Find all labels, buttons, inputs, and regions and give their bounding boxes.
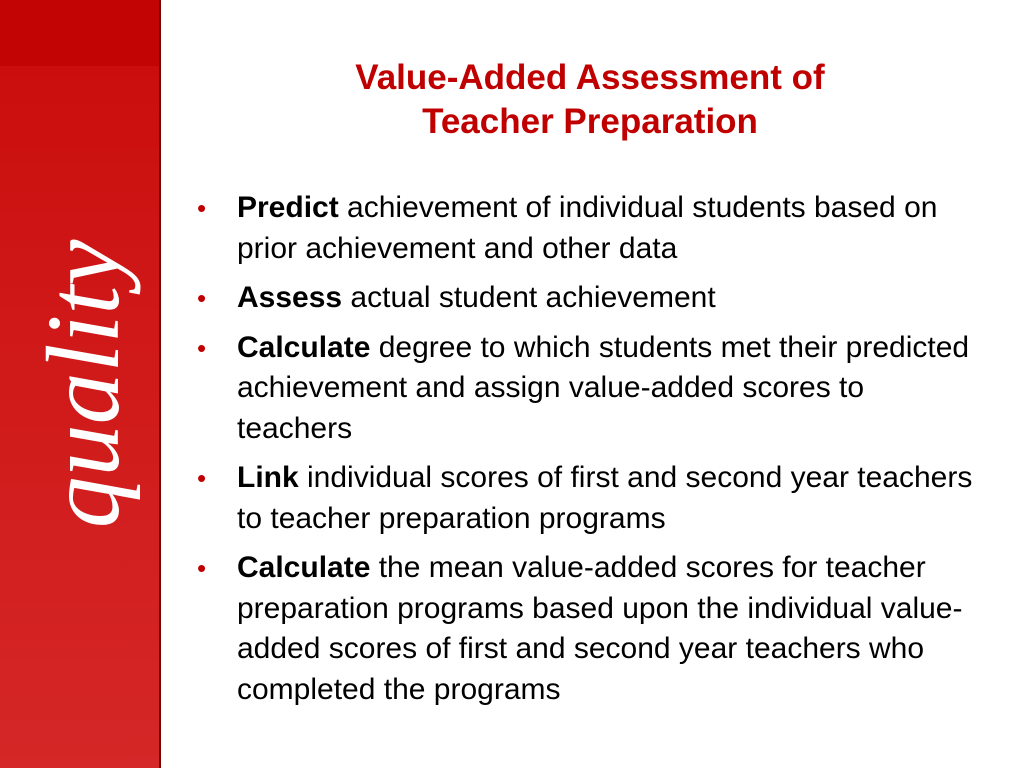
bullet-item-calculate-mean xyxy=(197,548,987,710)
slide-title-line-1: Value-Added Assessment of xyxy=(355,58,825,97)
bullet-item-calculate-degree xyxy=(197,328,987,450)
bullet-lead: Link xyxy=(237,461,299,494)
bullet-dot-icon: • xyxy=(197,193,207,223)
bullet-lead: Predict xyxy=(237,191,339,224)
bullet-lead: Assess xyxy=(237,281,343,314)
bullet-dot-icon: • xyxy=(197,332,207,363)
slide-title xyxy=(165,56,1015,144)
bullet-item-link xyxy=(197,458,987,539)
sidebar-band xyxy=(0,0,161,768)
bullet-dot-icon: • xyxy=(197,463,207,493)
bullet-item-assess xyxy=(197,278,987,319)
bullet-text: the mean value-added scores for teacher preparation programs based upon the individual value-added scores of first and second year teachers who completed the programs xyxy=(237,551,963,706)
bullet-item-predict xyxy=(197,188,987,269)
bullet-lead: Calculate xyxy=(237,330,371,364)
slide-title-line-2: Teacher Preparation xyxy=(422,102,758,141)
bullet-list xyxy=(197,188,987,719)
bullet-dot-icon: • xyxy=(197,283,207,313)
bullet-text: individual scores of first and second year teachers to teacher preparation programs xyxy=(237,461,973,535)
bullet-text: degree to which students met their predicted achievement and assign value-added scores to teachers xyxy=(237,330,970,445)
sidebar-word: quality xyxy=(26,239,141,529)
sidebar-band-top xyxy=(0,0,159,66)
bullet-dot-icon: • xyxy=(197,553,207,583)
bullet-text: actual student achievement xyxy=(342,281,716,314)
bullet-lead: Calculate xyxy=(237,551,371,584)
bullet-text: achievement of individual students based on prior achievement and other data xyxy=(237,191,938,265)
